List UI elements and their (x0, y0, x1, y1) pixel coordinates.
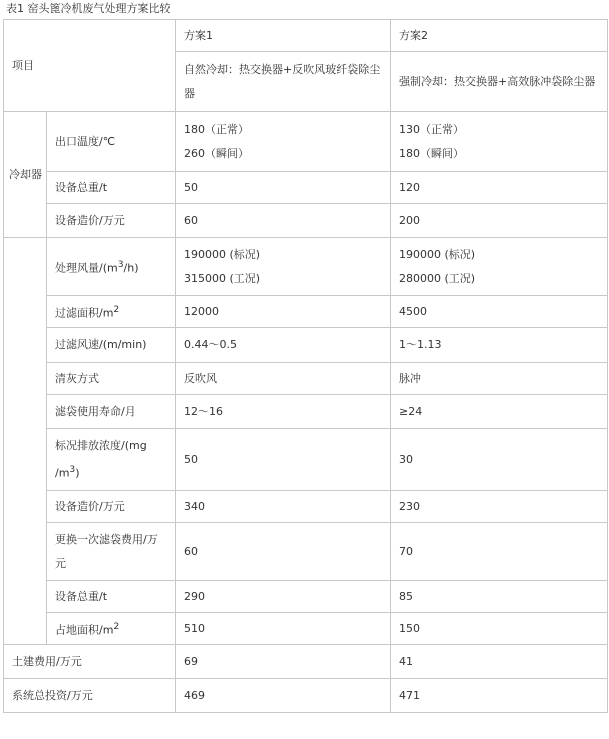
plan2-cell: 471 (391, 679, 608, 713)
plan2-cell: 30 (391, 429, 608, 491)
header-plan1: 方案1 (176, 20, 391, 52)
header-item: 项目 (4, 20, 176, 112)
plan2-cell: 230 (391, 491, 608, 523)
plan2-cell: 41 (391, 645, 608, 679)
table-row (4, 296, 608, 328)
table-row (4, 363, 608, 395)
plan1-cell: 69 (176, 645, 391, 679)
cooler-group-label: 冷却器 (4, 112, 47, 238)
table-row (4, 112, 608, 172)
row-label: 过滤风速/(m/min) (47, 328, 176, 363)
table-row (4, 395, 608, 429)
row-label: 系统总投资/万元 (4, 679, 176, 713)
table-row (4, 204, 608, 238)
row-label: 滤袋使用寿命/月 (47, 395, 176, 429)
row-label: 处理风量$/(m^3/h)$ (47, 238, 176, 296)
plan2-cell: 190000 (标况) 280000 (工况) (391, 238, 608, 296)
row-label: 土建费用/万元 (4, 645, 176, 679)
plan1-cell: 反吹风 (176, 363, 391, 395)
plan2-cell: 1～1.13 (391, 328, 608, 363)
table-row (4, 645, 608, 679)
plan2-cell: 脉冲 (391, 363, 608, 395)
table-row (4, 491, 608, 523)
table-row (4, 581, 608, 613)
table-row (4, 172, 608, 204)
plan1-cell: 190000 (标况) 315000 (工况) (176, 238, 391, 296)
plan1-desc: 自然冷却：热交换器+反吹风玻纤袋除尘器 (176, 52, 391, 112)
table-row (4, 613, 608, 645)
row-label: 更换一次滤袋费用/万 元 (47, 523, 176, 581)
table-row (4, 328, 608, 363)
plan1-cell: 60 (176, 523, 391, 581)
plan2-cell: 130（正常） 180（瞬间） (391, 112, 608, 172)
row-label: 清灰方式 (47, 363, 176, 395)
plan2-cell: 4500 (391, 296, 608, 328)
plan1-cell: 50 (176, 429, 391, 491)
table-row (4, 523, 608, 581)
comparison-table (3, 19, 608, 713)
plan1-cell: 12000 (176, 296, 391, 328)
plan1-cell: 340 (176, 491, 391, 523)
plan1-cell: 60 (176, 204, 391, 238)
row-label: 占地面积$/m^2$ (47, 613, 176, 645)
table-row (4, 679, 608, 713)
header-plan2: 方案2 (391, 20, 608, 52)
plan2-cell: ≥24 (391, 395, 608, 429)
row-label: 出口温度/℃ (47, 112, 176, 172)
plan1-cell: 290 (176, 581, 391, 613)
plan2-cell: 200 (391, 204, 608, 238)
row-label: 设备总重/t (47, 172, 176, 204)
table-row (4, 238, 608, 296)
plan1-cell: 510 (176, 613, 391, 645)
plan1-cell: 0.44～0.5 (176, 328, 391, 363)
row-label: 设备总重/t (47, 581, 176, 613)
table-row (4, 429, 608, 491)
plan2-cell: 85 (391, 581, 608, 613)
plan1-cell: 50 (176, 172, 391, 204)
dust-group-label (4, 238, 47, 645)
plan1-cell: 469 (176, 679, 391, 713)
header-row (4, 20, 608, 52)
plan2-cell: 70 (391, 523, 608, 581)
plan2-desc: 强制冷却：热交换器+高效脉冲袋除尘器 (391, 52, 608, 112)
row-label: 过滤面积$/m^2$ (47, 296, 176, 328)
plan2-cell: 120 (391, 172, 608, 204)
table-caption: 表1 窑头篦冷机废气处理方案比较 (6, 2, 171, 15)
row-label: 标况排放浓度/(mg $/m^3$) (47, 429, 176, 491)
plan1-cell: 12～16 (176, 395, 391, 429)
plan1-cell: 180（正常） 260（瞬间） (176, 112, 391, 172)
row-label: 设备造价/万元 (47, 491, 176, 523)
row-label: 设备造价/万元 (47, 204, 176, 238)
plan2-cell: 150 (391, 613, 608, 645)
